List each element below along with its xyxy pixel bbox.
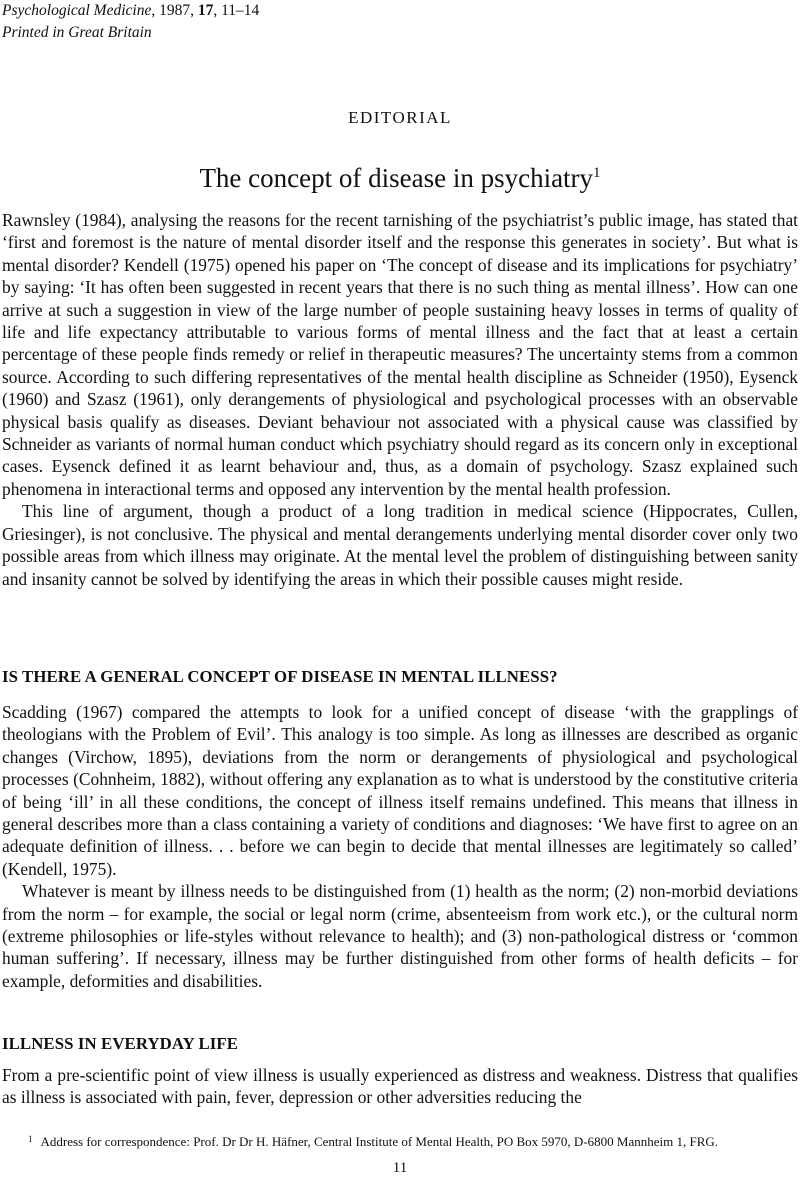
footnote — [28, 1131, 798, 1150]
volume-number: 17 — [197, 2, 214, 19]
section1-paragraph-1: Scadding (1967) compared the attempts to look for a unified concept of disease ‘with the grapplings of theologians with the Problem of Evil’. This analogy is too simple. As long as illnesses are described as organic changes (Virchow, 1895), deviations from the norm or derangements of physiological and psychological processes (Cohnheim, 1882), without offering any explanation as to what is understood by the constitutive criteria of being ‘ill’ in all these conditions, the concept of illness itself remains undefined. This means that illness in general describes more than a class containing a variety of conditions and diagnoses: ‘We have first to agree on an adequate definition of illness. . . before we can begin to decide that mental illnesses are legitimately so called’ (Kendell, 1975). — [2, 702, 798, 879]
section-heading-general-concept: IS THERE A GENERAL CONCEPT OF DISEASE IN MENTAL ILLNESS? — [2, 667, 558, 686]
section2-paragraph-1: From a pre-scientific point of view illness is usually experienced as distress and weakness. Distress that qualifies as illness is associated with pain, fever, depression or other adversities reducing the — [2, 1065, 798, 1108]
title-footnote-mark: 1 — [593, 165, 601, 181]
citation-year: , 1987, — [151, 2, 194, 19]
running-header — [2, 0, 259, 44]
page-range: , 11–14 — [213, 2, 260, 19]
footnote-text: Address for correspondence: Prof. Dr Dr H. Häfner, Central Institute of Mental Health, PO Box 5970, D-6800 Mannheim 1, FRG. — [40, 1134, 719, 1149]
article-title-text: The concept of disease in psychiatry — [199, 163, 594, 193]
section1-body — [2, 701, 798, 992]
intro-paragraph-1: Rawnsley (1984), analysing the reasons for the recent tarnishing of the psychiatrist’s public image, has stated that ‘first and foremost is the nature of mental disorder itself and the response this generates in society’. But what is mental disorder? Kendell (1975) opened his paper on ‘The concept of disease and its implications for psychiatry’ by saying: ‘It has often been suggested in recent years that there is no such thing as mental illness’. How can one arrive at such a suggestion in view of the large number of people sustaining heavy losses in terms of quality of life and life expectancy attributable to various forms of mental illness and the fact that at least a certain percentage of these people finds remedy or relief in therapeutic measures? The uncertainty stems from a common source. According to such differing representatives of the mental health discipline as Schneider (1950), Eysenck (1960) and Szasz (1961), only derangements of physiological and psychological processes with an observable physical basis qualify as diseases. Deviant behaviour not associated with a physical cause was classified by Schneider as variants of normal human conduct which psychiatry should regard as its concern only in exceptional cases. Eysenck defined it as learnt behaviour and, thus, as a domain of psychology. Szasz explained such phenomena in interactional terms and opposed any intervention by the mental health profession. — [2, 210, 798, 499]
intro-paragraph-2: This line of argument, though a product of a long tradition in medical science (Hippocrates, Cullen, Griesinger), is not conclusive. The physical and mental derangements underlying mental disorder cover only two possible areas from which illness may originate. At the mental level the problem of distinguishing between sanity and insanity cannot be solved by identifying the areas in which their possible causes might reside. — [2, 501, 798, 589]
section1-paragraph-2: Whatever is meant by illness needs to be distinguished from (1) health as the norm; (2) non-morbid deviations from the norm – for example, the social or legal norm (crime, absenteeism from work etc.), or the cultural norm (extreme philosophies or life-styles without relevance to health); and (3) non-pathological distress or ‘common human suffering’. If necessary, illness may be further distinguished from other forms of health deficits – for example, deformities and disabilities. — [2, 881, 798, 991]
article-title — [0, 157, 800, 194]
journal-citation — [2, 0, 259, 22]
intro-body — [2, 209, 798, 590]
footnote-mark: 1 — [28, 1134, 33, 1144]
section-label: EDITORIAL — [348, 108, 452, 127]
section-heading-everyday-life: ILLNESS IN EVERYDAY LIFE — [2, 1034, 239, 1053]
section2-body — [2, 1064, 798, 1109]
page-number: 11 — [392, 1160, 408, 1176]
printed-in: Printed in Great Britain — [2, 24, 152, 41]
journal-name: Psychological Medicine — [2, 2, 152, 19]
